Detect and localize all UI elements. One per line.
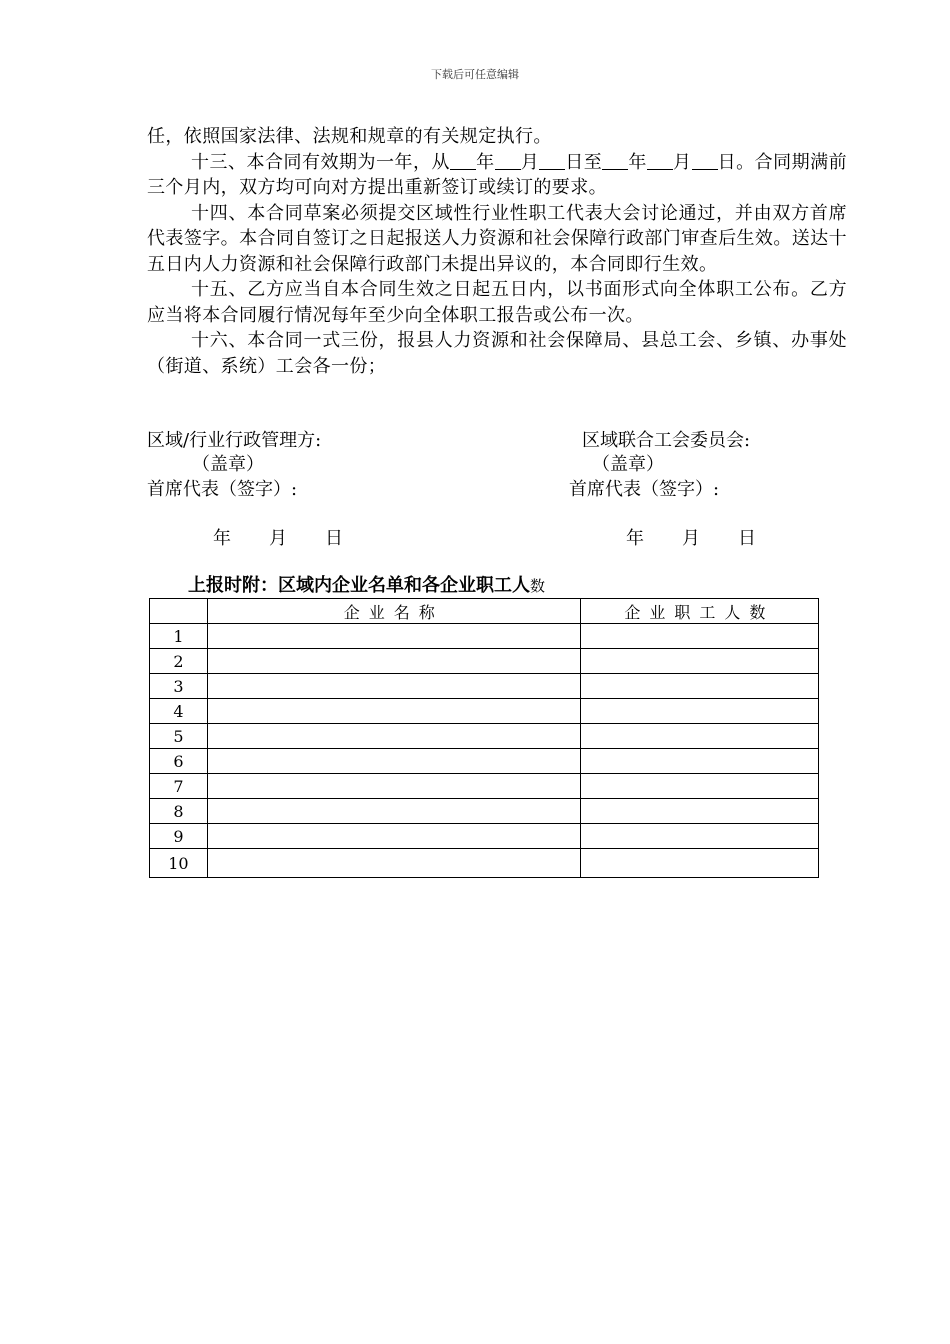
row-index: 5	[150, 724, 208, 749]
right-party-label: 区域联合工会委员会:	[582, 430, 751, 451]
row-index: 1	[150, 624, 208, 649]
left-seal-label: （盖章）	[192, 454, 264, 475]
employee-count-cell	[580, 849, 818, 878]
row-index: 3	[150, 674, 208, 699]
row-index: 2	[150, 649, 208, 674]
employee-count-cell	[580, 824, 818, 849]
table-row	[150, 799, 819, 824]
blank-start-day	[539, 153, 565, 170]
employee-count-cell	[580, 799, 818, 824]
clause-12-tail: 任，依照国家法律、法规和规章的有关规定执行。	[147, 126, 552, 147]
left-date-line	[213, 524, 343, 550]
blank-start-year	[450, 153, 476, 170]
blank-end-month	[647, 153, 673, 170]
enterprise-roster-table	[149, 598, 819, 878]
page-header: 下载后可任意编辑	[431, 68, 519, 81]
blank-start-month	[495, 153, 521, 170]
employee-count-cell	[580, 674, 818, 699]
table-header-row	[150, 599, 819, 624]
enterprise-name-cell	[207, 649, 580, 674]
col-header-employee-count: 企业职工人数	[580, 599, 818, 624]
employee-count-cell	[580, 649, 818, 674]
table-row	[150, 849, 819, 878]
table-row	[150, 649, 819, 674]
employee-count-cell	[580, 724, 818, 749]
clause-15: 十五、乙方应当自本合同生效之日起五日内，以书面形式向全体职工公布。乙方应当将本合同履行情况每年至少向全体职工报告或公布一次。	[147, 279, 847, 326]
row-index: 10	[150, 849, 208, 878]
clause-14: 十四、本合同草案必须提交区域性行业性职工代表大会讨论通过，并由双方首席代表签字。本合同自签订之日起报送人力资源和社会保障行政部门审查后生效。送达十五日内人力资源和社会保障行政部门未提出异议的，本合同即行生效。	[147, 202, 847, 275]
employee-count-cell	[580, 774, 818, 799]
left-date-month: 月	[269, 528, 287, 549]
table-row	[150, 674, 819, 699]
table-row	[150, 749, 819, 774]
table-row	[150, 824, 819, 849]
clause-13: 十三、本合同有效期为一年，从 年 月 日至 年 月 日。合同期满前三个月内，双方均可向对方提出重新签订或续订的要求。	[147, 151, 848, 198]
row-index: 7	[150, 774, 208, 799]
enterprise-name-cell	[207, 824, 580, 849]
enterprise-name-cell	[207, 799, 580, 824]
left-chief-rep-label: 首席代表（签字）:	[147, 479, 298, 500]
right-seal-label: （盖章）	[592, 454, 664, 475]
enterprise-name-cell	[207, 674, 580, 699]
clause-16: 十六、本合同一式三份，报县人力资源和社会保障局、县总工会、乡镇、办事处（街道、系统）工会各一份；	[147, 330, 847, 377]
blank-end-day	[692, 153, 718, 170]
enterprise-name-cell	[207, 699, 580, 724]
blank-end-year	[602, 153, 628, 170]
enterprise-name-cell	[207, 749, 580, 774]
left-date-year: 年	[213, 528, 231, 549]
right-date-month: 月	[682, 528, 700, 549]
contract-body	[147, 124, 847, 379]
right-date-year: 年	[626, 528, 644, 549]
col-header-enterprise-name: 企业名称	[207, 599, 580, 624]
right-date-day: 日	[738, 528, 756, 549]
right-chief-rep-label: 首席代表（签字）:	[569, 479, 720, 500]
enterprise-name-cell	[207, 849, 580, 878]
left-date-day: 日	[325, 528, 343, 549]
employee-count-cell	[580, 624, 818, 649]
row-index: 8	[150, 799, 208, 824]
attachment-title: 上报时附：区域内企业名单和各企业职工人数	[188, 575, 546, 596]
enterprise-name-cell	[207, 724, 580, 749]
table-row	[150, 724, 819, 749]
employee-count-cell	[580, 749, 818, 774]
table-row	[150, 774, 819, 799]
col-header-index	[150, 599, 208, 624]
row-index: 4	[150, 699, 208, 724]
employee-count-cell	[580, 699, 818, 724]
table-row	[150, 624, 819, 649]
enterprise-name-cell	[207, 774, 580, 799]
right-date-line	[626, 524, 756, 550]
row-index: 9	[150, 824, 208, 849]
row-index: 6	[150, 749, 208, 774]
left-party-label: 区域/行业行政管理方:	[147, 430, 322, 451]
table-row	[150, 699, 819, 724]
enterprise-name-cell	[207, 624, 580, 649]
